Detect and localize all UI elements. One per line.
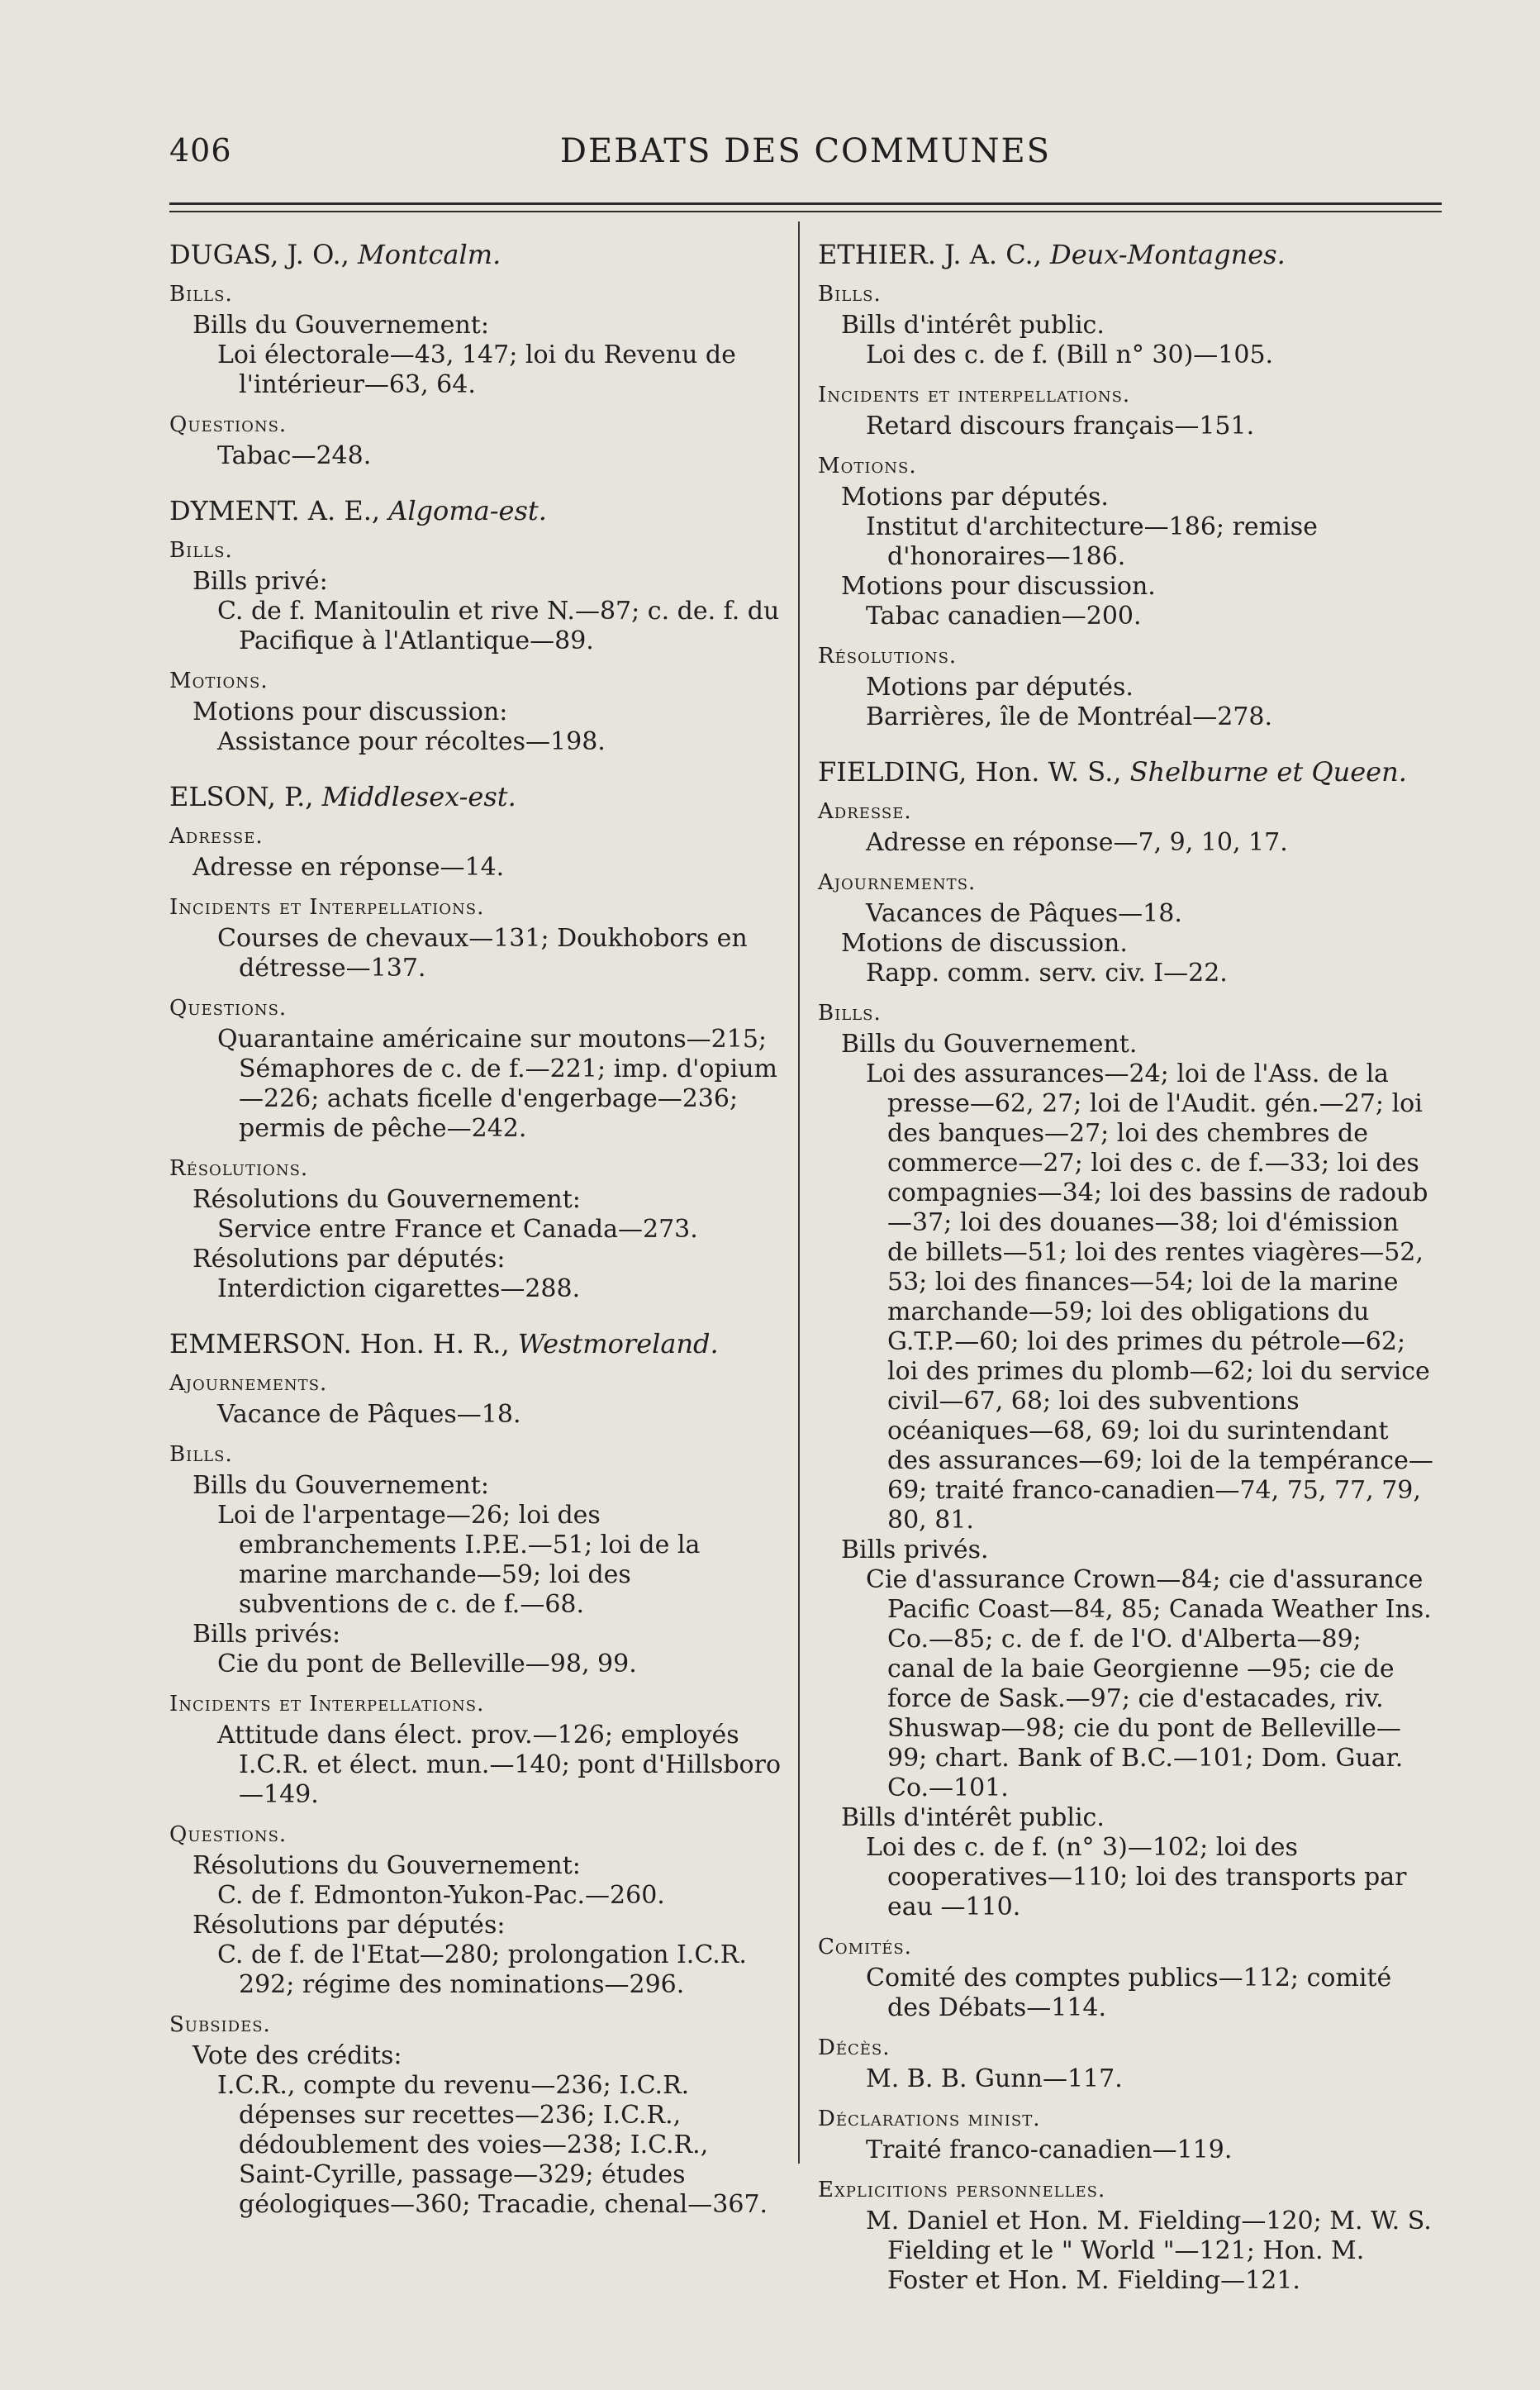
subheading — [169, 567, 781, 597]
subheading — [169, 1851, 781, 1881]
index-item — [818, 1059, 1433, 1535]
member-name-text: EMMERSON. Hon. H. R., — [169, 1328, 518, 1359]
item-text: Interdiction cigarettes—288. — [217, 1274, 581, 1303]
item-text: Résolutions par députés: — [192, 1911, 506, 1940]
index-item — [818, 512, 1433, 572]
item-text: Retard discours français—151. — [866, 412, 1255, 440]
index-item — [169, 1650, 781, 1679]
left-column — [169, 240, 781, 2245]
index-entry — [169, 240, 781, 471]
item-text: M. Daniel et Hon. M. Fielding—120; M. W. S. Fielding et le " World "—121; Hon. M. Foster et Hon. M. Fielding—121. — [866, 2207, 1432, 2295]
section-heading: Incidents et Interpellations. — [169, 1692, 485, 1716]
index-item — [169, 727, 781, 757]
section-heading: Ajournements. — [818, 870, 977, 895]
index-item — [818, 673, 1433, 702]
index-item — [169, 1215, 781, 1245]
section-heading: Comités. — [818, 1935, 912, 1959]
index-item — [818, 2207, 1433, 2296]
member-name — [169, 782, 781, 812]
member-name — [818, 757, 1433, 787]
subheading — [818, 1803, 1433, 1833]
item-text: Bills du Gouvernement. — [841, 1030, 1138, 1059]
header-rule-thin — [169, 211, 1442, 212]
item-text: Vacance de Pâques—18. — [217, 1400, 521, 1429]
constituency: Westmoreland. — [517, 1328, 719, 1359]
running-head: DEBATS DES COMMUNES — [559, 132, 1052, 170]
section-heading: Explicitions personnelles. — [818, 2178, 1106, 2202]
item-text: Bills du Gouvernement: — [192, 311, 489, 340]
index-item — [818, 340, 1433, 370]
section-heading: Incidents et interpellations. — [818, 383, 1131, 407]
item-text: Quarantaine américaine sur moutons—215; Sémaphores de c. de f.—221; imp. d'opium —226; achats ficelle d'engerbage—236; permis de pêche—242. — [217, 1025, 777, 1143]
item-text: Résolutions du Gouvernement: — [192, 1185, 581, 1214]
index-entry — [169, 1329, 781, 2220]
subheading — [169, 1185, 781, 1215]
item-text: Assistance pour récoltes—198. — [217, 727, 606, 756]
index-entry — [818, 240, 1433, 732]
constituency: Deux-Montagnes. — [1050, 239, 1286, 270]
index-item — [169, 1025, 781, 1144]
item-text: Bills du Gouvernement: — [192, 1471, 489, 1500]
item-text: Institut d'architecture—186; remise d'honoraires—186. — [866, 512, 1318, 571]
index-item — [818, 702, 1433, 732]
item-text: Bills d'intérêt public. — [841, 1803, 1105, 1832]
item-text: Motions pour discussion. — [841, 572, 1156, 601]
section-heading: Résolutions. — [169, 1156, 309, 1181]
item-text: Bills privés: — [192, 1620, 341, 1649]
index-item — [169, 1881, 781, 1911]
header-rule — [169, 202, 1442, 205]
item-text: Résolutions du Gouvernement: — [192, 1851, 581, 1880]
member-name-text: DUGAS, J. O., — [169, 239, 358, 270]
item-text: Service entre France et Canada—273. — [217, 1215, 698, 1244]
item-text: C. de f. Edmonton-Yukon-Pac.—260. — [217, 1881, 665, 1910]
subheading — [169, 1245, 781, 1274]
subheading — [818, 483, 1433, 512]
item-text: Rapp. comm. serv. civ. I—22. — [866, 959, 1228, 988]
index-entry — [169, 496, 781, 757]
item-text: Loi électorale—43, 147; loi du Revenu de l'intérieur—63, 64. — [217, 340, 736, 399]
item-text: Comité des comptes publics—112; comité des Débats—114. — [866, 1964, 1392, 2022]
index-item — [169, 1940, 781, 2000]
section-heading: Adresse. — [169, 824, 264, 849]
index-item — [818, 1833, 1433, 1922]
section-heading: Bills. — [818, 1001, 882, 1026]
index-item — [818, 828, 1433, 858]
subheading — [818, 1535, 1433, 1565]
item-text: Vote des crédits: — [192, 2041, 402, 2070]
section-heading: Bills. — [169, 1442, 233, 1467]
index-item — [818, 1565, 1433, 1803]
member-name — [818, 240, 1433, 269]
section-heading: Décès. — [818, 2035, 891, 2060]
index-item — [169, 340, 781, 400]
subheading — [169, 1620, 781, 1650]
subheading — [818, 572, 1433, 602]
constituency: Shelburne et Queen. — [1129, 756, 1407, 788]
member-name-text: ETHIER. J. A. C., — [818, 239, 1051, 270]
index-item — [169, 1721, 781, 1810]
item-text: C. de f. de l'Etat—280; prolongation I.C.R. 292; régime des nominations—296. — [217, 1940, 747, 1999]
item-text: Bills privé: — [192, 567, 328, 596]
subheading — [169, 853, 781, 883]
item-text: Loi des c. de f. (n° 3)—102; loi des cooperatives—110; loi des transports par eau —110. — [866, 1833, 1407, 1921]
item-text: Cie du pont de Belleville—98, 99. — [217, 1650, 637, 1678]
index-item — [818, 2135, 1433, 2165]
section-heading: Bills. — [169, 282, 233, 307]
index-entry — [818, 757, 1433, 2296]
index-item — [818, 959, 1433, 988]
index-entry — [169, 782, 781, 1304]
page-number: 406 — [169, 132, 232, 169]
section-heading: Questions. — [169, 1822, 288, 1847]
index-item — [169, 441, 781, 471]
item-text: Courses de chevaux—131; Doukhobors en détresse—137. — [217, 924, 748, 983]
section-heading: Questions. — [169, 412, 288, 437]
item-text: I.C.R., compte du revenu—236; I.C.R. dépenses sur recettes—236; I.C.R., dédoublement des voies—238; I.C.R., Saint-Cyrille, passage—329; études géologiques—360; Tracadie, chenal—367. — [217, 2071, 768, 2219]
item-text: Adresse en réponse—7, 9, 10, 17. — [866, 828, 1288, 857]
item-text: C. de f. Manitoulin et rive N.—87; c. de. f. du Pacifique à l'Atlantique—89. — [217, 597, 780, 655]
page-header — [169, 132, 1442, 182]
member-name — [169, 240, 781, 269]
item-text: Loi des assurances—24; loi de l'Ass. de la presse—62, 27; loi de l'Audit. gén.—27; loi des banques—27; loi des chembres de commerce—27; loi des c. de f.—33; loi des compagnies—34; loi des bassins de radoub—37; loi des douanes—38; loi d'émission de billets—51; loi des rentes viagères—52, 53; loi des finances—54; loi de la marine marchande—59; loi des obligations du G.T.P.—60; loi des primes du pétrole—62; loi des primes du plomb—62; loi du service civil—67, 68; loi des subventions océaniques—68, 69; loi du surintendant des assurances—69; loi de la tempérance—69; traité franco-canadien—74, 75, 77, 79, 80, 81. — [866, 1059, 1433, 1535]
index-item — [169, 597, 781, 656]
index-item — [169, 924, 781, 983]
section-heading: Déclarations minist. — [818, 2107, 1041, 2131]
section-heading: Motions. — [169, 669, 269, 693]
item-text: M. B. B. Gunn—117. — [866, 2064, 1123, 2093]
index-item — [818, 2064, 1433, 2094]
member-name-text: ELSON, P., — [169, 781, 322, 812]
subheading — [818, 311, 1433, 340]
subheading — [818, 929, 1433, 959]
member-name-text: FIELDING, Hon. W. S., — [818, 756, 1130, 788]
item-text: Loi des c. de f. (Bill n° 30)—105. — [866, 340, 1274, 369]
subheading — [169, 2041, 781, 2071]
subheading — [169, 697, 781, 727]
index-item — [818, 1964, 1433, 2023]
item-text: Attitude dans élect. prov.—126; employés I.C.R. et élect. mun.—140; pont d'Hillsboro—149. — [217, 1721, 782, 1809]
member-name — [169, 1329, 781, 1359]
item-text: Adresse en réponse—14. — [192, 853, 505, 882]
section-heading: Ajournements. — [169, 1371, 328, 1396]
right-column — [818, 240, 1433, 2321]
section-heading: Résolutions. — [818, 644, 958, 669]
subheading — [169, 311, 781, 340]
index-item — [169, 1400, 781, 1430]
column-divider — [798, 221, 800, 2164]
index-item — [169, 1274, 781, 1304]
index-item — [818, 602, 1433, 631]
item-text: Résolutions par députés: — [192, 1245, 506, 1274]
item-text: Traité franco-canadien—119. — [866, 2135, 1233, 2164]
constituency: Algoma-est. — [388, 495, 547, 526]
section-heading: Motions. — [818, 454, 917, 478]
section-heading: Subsides. — [169, 2012, 271, 2037]
item-text: Vacances de Pâques—18. — [866, 899, 1182, 928]
index-item — [818, 412, 1433, 441]
item-text: Loi de l'arpentage—26; loi des embranchements I.P.E.—51; loi de la marine marchande—59; loi des subventions de c. de f.—68. — [217, 1501, 701, 1619]
member-name-text: DYMENT. A. E., — [169, 495, 389, 526]
item-text: Tabac—248. — [217, 441, 372, 470]
item-text: Cie d'assurance Crown—84; cie d'assurance Pacific Coast—84, 85; Canada Weather Ins. Co.—85; c. de f. de l'O. d'Alberta—89; canal de la baie Georgienne —95; cie de force de Sask.—97; cie d'estacades, riv. Shuswap—98; cie du pont de Belleville—99; chart. Bank of B.C.—101; Dom. Guar. Co.—101. — [866, 1565, 1432, 1802]
item-text: Bills privés. — [841, 1535, 989, 1564]
member-name — [169, 496, 781, 526]
index-item — [818, 899, 1433, 929]
section-heading: Bills. — [169, 538, 233, 563]
section-heading: Incidents et Interpellations. — [169, 895, 485, 920]
subheading — [818, 1030, 1433, 1059]
subheading — [169, 1471, 781, 1501]
section-heading: Questions. — [169, 996, 288, 1021]
item-text: Barrières, île de Montréal—278. — [866, 702, 1273, 731]
constituency: Montcalm. — [357, 239, 501, 270]
item-text: Motions par députés. — [866, 673, 1134, 702]
item-text: Bills d'intérêt public. — [841, 311, 1105, 340]
section-heading: Bills. — [818, 282, 882, 307]
item-text: Motions par députés. — [841, 483, 1109, 512]
item-text: Motions de discussion. — [841, 929, 1128, 958]
subheading — [169, 1911, 781, 1940]
index-item — [169, 1501, 781, 1620]
item-text: Tabac canadien—200. — [866, 602, 1142, 631]
item-text: Motions pour discussion: — [192, 697, 508, 726]
index-item — [169, 2071, 781, 2220]
section-heading: Adresse. — [818, 799, 912, 824]
constituency: Middlesex-est. — [321, 781, 516, 812]
